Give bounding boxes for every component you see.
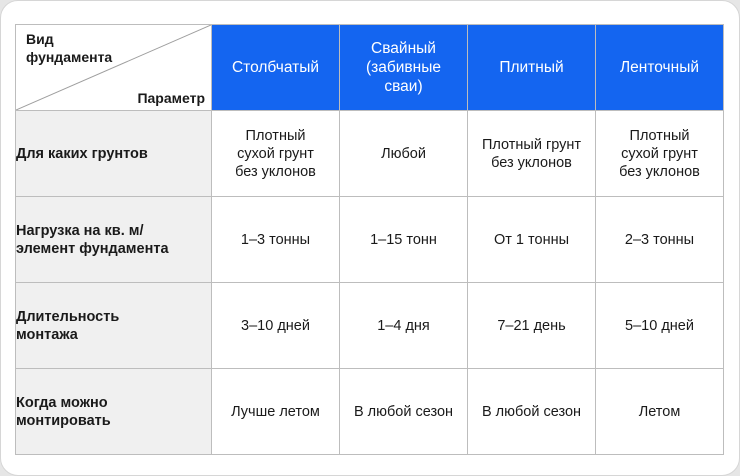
- table-cell: 3–10 дней: [212, 283, 340, 369]
- column-header-slab: Плитный: [468, 25, 596, 111]
- table-row-season: [16, 369, 724, 455]
- table-cell: От 1 тонны: [468, 197, 596, 283]
- row-label-duration: Длительность монтажа: [16, 283, 212, 369]
- column-header-pile: Свайный (забивные сваи): [340, 25, 468, 111]
- table-cell: Плотный сухой грунт без уклонов: [212, 111, 340, 197]
- table-cell: 7–21 день: [468, 283, 596, 369]
- table-cell: 1–3 тонны: [212, 197, 340, 283]
- table-row-soil: [16, 111, 724, 197]
- table-cell: Плотный сухой грунт без уклонов: [596, 111, 724, 197]
- foundation-comparison-table: [15, 24, 724, 455]
- row-label-load: Нагрузка на кв. м/ элемент фундамента: [16, 197, 212, 283]
- row-label-soil: Для каких грунтов: [16, 111, 212, 197]
- table-cell: 1–15 тонн: [340, 197, 468, 283]
- table-cell: 5–10 дней: [596, 283, 724, 369]
- table-cell: В любой сезон: [468, 369, 596, 455]
- row-label-season: Когда можно монтировать: [16, 369, 212, 455]
- table-corner-cell: [16, 25, 212, 111]
- table-cell: Лучше летом: [212, 369, 340, 455]
- table-row-duration: [16, 283, 724, 369]
- column-header-columnar: Столбчатый: [212, 25, 340, 111]
- table-cell: В любой сезон: [340, 369, 468, 455]
- table-cell: 2–3 тонны: [596, 197, 724, 283]
- table-row-load: [16, 197, 724, 283]
- table-header-row: [16, 25, 724, 111]
- table-cell: Плотный грунт без уклонов: [468, 111, 596, 197]
- column-header-strip: Ленточный: [596, 25, 724, 111]
- table-cell: 1–4 дня: [340, 283, 468, 369]
- corner-parameter-label: Параметр: [137, 90, 205, 106]
- table-cell: Летом: [596, 369, 724, 455]
- table-cell: Любой: [340, 111, 468, 197]
- corner-foundation-type-label: Вид фундамента: [26, 31, 113, 65]
